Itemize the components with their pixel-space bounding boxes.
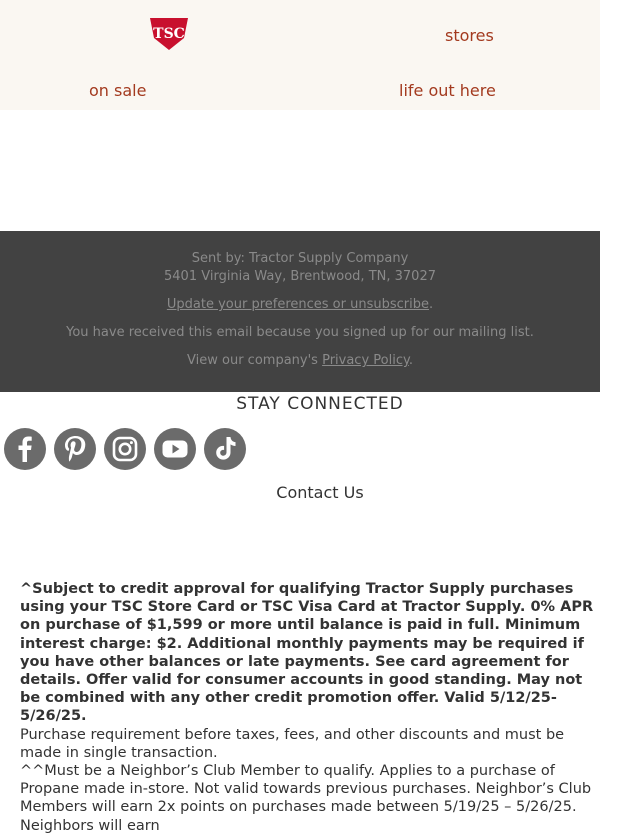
purchase-requirement: Purchase requirement before taxes, fees, and other discounts and must be made in single transaction. <box>20 726 565 761</box>
privacy-prefix: View our company's <box>187 353 323 368</box>
facebook-icon[interactable] <box>4 428 46 470</box>
neighbors-club-disclaimer: ^^Must be a Neighbor’s Club Member to qualify. Applies to a purchase of Propane made in-store. Not valid towards previous purchases. Neighbor’s Club Members will earn 2x points on purchases made between 5/19/25 – 5/26/25. Neighbors will earn <box>20 763 592 834</box>
credit-disclaimer: ^Subject to credit approval for qualifying Tractor Supply purchases using your TSC Store Card or TSC Visa Card at Tractor Supply. 0% APR on purchase of $1,599 or more until balance is paid in full. Minimum interest charge: $2. Additional monthly payments may be required if you have other balances or late payments. See card agreement for details. Offer valid for consumer accounts in good standing. May not be combined with any other credit promotion offer. Valid 5/12/25-5/26/25. <box>20 581 594 725</box>
email-footer <box>0 231 600 392</box>
company-address: 5401 Virginia Way, Brentwood, TN, 37027 <box>164 269 436 284</box>
legal-disclaimer <box>20 580 600 834</box>
stay-connected-heading: STAY CONNECTED <box>236 394 404 414</box>
contact-us-link[interactable]: Contact Us <box>276 483 364 502</box>
tiktok-icon[interactable] <box>204 428 246 470</box>
preferences-suffix: . <box>428 297 434 312</box>
instagram-icon[interactable] <box>104 428 146 470</box>
nav-on-sale-link[interactable]: on sale <box>89 81 147 100</box>
social-icons-row <box>4 428 246 470</box>
pinterest-icon[interactable] <box>54 428 96 470</box>
preferences-line <box>0 297 600 312</box>
email-header <box>0 0 600 110</box>
received-notice: You have received this email because you signed up for our mailing list. <box>66 325 534 340</box>
privacy-suffix: . <box>408 353 413 368</box>
tsc-logo[interactable] <box>148 16 190 52</box>
update-preferences-link[interactable]: Update your preferences or unsubscribe <box>166 297 429 312</box>
privacy-line <box>0 353 600 368</box>
logo-text: TSC <box>153 26 185 42</box>
sent-by-text: Sent by: Tractor Supply Company <box>191 251 409 266</box>
nav-life-out-here-link[interactable]: life out here <box>399 81 496 100</box>
nav-stores-link[interactable]: stores <box>445 26 494 45</box>
privacy-policy-link[interactable]: Privacy Policy <box>322 353 409 368</box>
youtube-icon[interactable] <box>154 428 196 470</box>
